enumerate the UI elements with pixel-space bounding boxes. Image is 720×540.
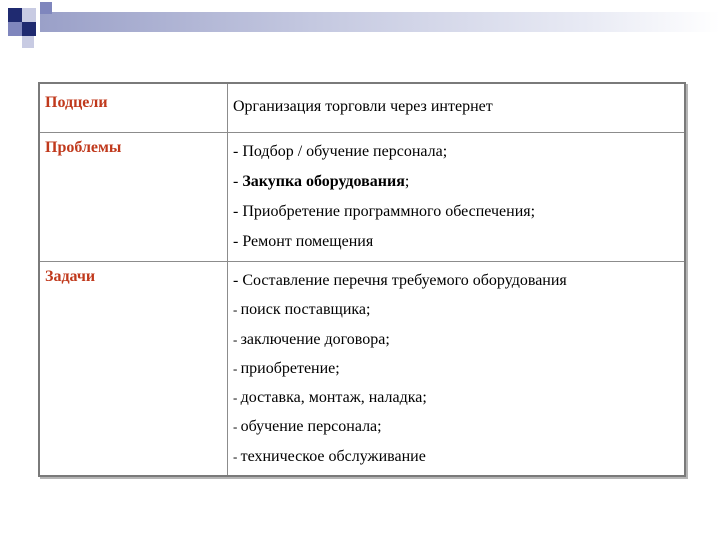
sub-line-text: заключение договора;	[240, 330, 390, 348]
row-content	[228, 83, 686, 133]
sub-line-text: доставка, монтаж, наладка;	[240, 389, 427, 407]
sub-line-text: обучение персонала;	[240, 418, 382, 436]
deco-square-dark-2	[22, 22, 36, 36]
table-row-subgoals	[39, 83, 685, 133]
content-line-bold	[233, 167, 684, 197]
dash-marker: -	[233, 360, 241, 376]
bold-item: - Закупка оборудования;	[233, 173, 410, 190]
sub-line-text: приобретение;	[240, 359, 340, 377]
content-line: - Подбор / обучение персонала;	[233, 143, 448, 160]
dash-marker: -	[233, 390, 241, 406]
sub-line	[233, 412, 684, 441]
dash-marker: -	[233, 419, 241, 435]
content-line: - Составление перечня требуемого оборудования	[233, 272, 567, 289]
row-label: Задачи	[39, 262, 228, 477]
deco-square-small-2	[22, 36, 34, 48]
header-gradient-band	[40, 12, 720, 32]
goals-table	[38, 82, 686, 477]
bold-text: Закупка оборудования	[242, 173, 405, 190]
row-label: Подцели	[39, 83, 228, 133]
sub-line-text: техническое обслуживание	[240, 447, 426, 465]
sub-line	[233, 354, 684, 383]
row-content	[228, 262, 686, 477]
sub-line	[233, 442, 684, 471]
content-line: Организация торговли через интернет	[233, 98, 493, 115]
dash-marker: -	[233, 302, 241, 318]
table-row-tasks	[39, 262, 685, 477]
row-label: Проблемы	[39, 133, 228, 262]
sub-line	[233, 383, 684, 412]
deco-square-light	[22, 8, 36, 22]
table-row-problems	[39, 133, 685, 262]
dash-marker: -	[233, 331, 241, 347]
deco-square-dark	[8, 8, 22, 22]
dash-marker: -	[233, 448, 241, 464]
sub-line	[233, 295, 684, 324]
row-content	[228, 133, 686, 262]
content-line: - Ремонт помещения	[233, 233, 374, 250]
sub-line-text: поиск поставщика;	[240, 301, 371, 319]
deco-square-mid	[8, 22, 22, 36]
content-line: - Приобретение программного обеспечения;	[233, 203, 536, 220]
deco-square-small	[40, 2, 52, 14]
slide-decoration	[0, 0, 720, 50]
sub-line	[233, 325, 684, 354]
